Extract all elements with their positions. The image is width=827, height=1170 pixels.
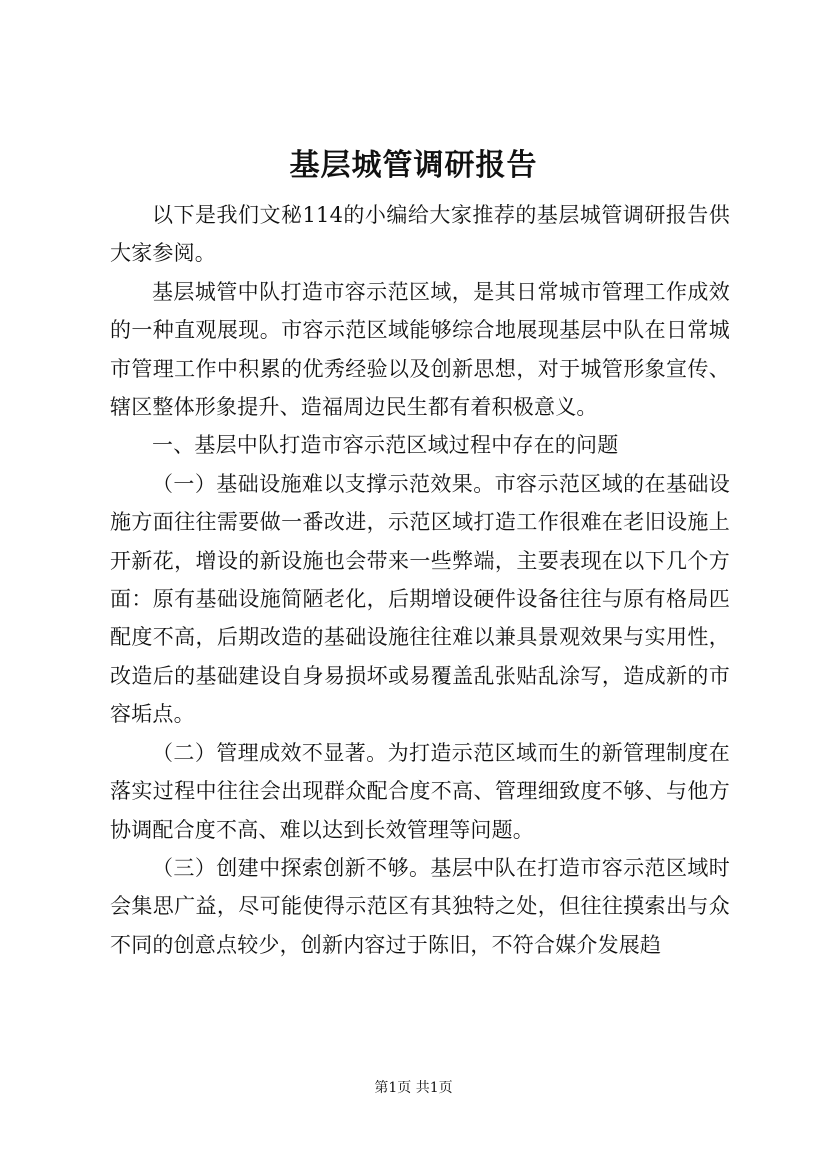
paragraph-overview: 基层城管中队打造市容示范区域，是其日常城市管理工作成效的一种直观展现。市容示范区域能够综合地展现基层中队在日常城市管理工作中积累的优秀经验以及创新思想，对于城管形象宣传、辖区整体形象提升、造福周边民生都有着积极意义。 xyxy=(110,279,730,420)
paragraph-infrastructure: （一）基础设施难以支撑示范效果。市容示范区域的在基础设施方面往往需要做一番改进，示范区域打造工作很难在老旧设施上开新花，增设的新设施也会带来一些弊端，主要表现在以下几个方面：原有基础设施简陋老化，后期增设硬件设备往往与原有格局匹配度不高，后期改造的基础设施往往难以兼具景观效果与实用性，改造后的基础建设自身易损坏或易覆盖乱张贴乱涂写，造成新的市容垢点。 xyxy=(110,471,730,727)
paragraph-management: （二）管理成效不显著。为打造示范区域而生的新管理制度在落实过程中往往会出现群众配合度不高、管理细致度不够、与他方协调配合度不高、难以达到长效管理等问题。 xyxy=(110,740,730,842)
paragraph-innovation: （三）创建中探索创新不够。基层中队在打造市容示范区域时会集思广益，尽可能使得示范区有其独特之处，但往往摸索出与众不同的创意点较少，创新内容过于陈旧，不符合媒介发展趋 xyxy=(110,855,730,957)
page-footer: 第1页 共1页 xyxy=(374,1080,453,1096)
document-title: 基层城管调研报告 xyxy=(289,148,538,183)
section-heading-problems: 一、基层中队打造市容示范区域过程中存在的问题 xyxy=(152,433,619,458)
document-body xyxy=(110,196,730,964)
paragraph-intro: 以下是我们文秘114的小编给大家推荐的基层城管调研报告供大家参阅。 xyxy=(110,203,730,266)
